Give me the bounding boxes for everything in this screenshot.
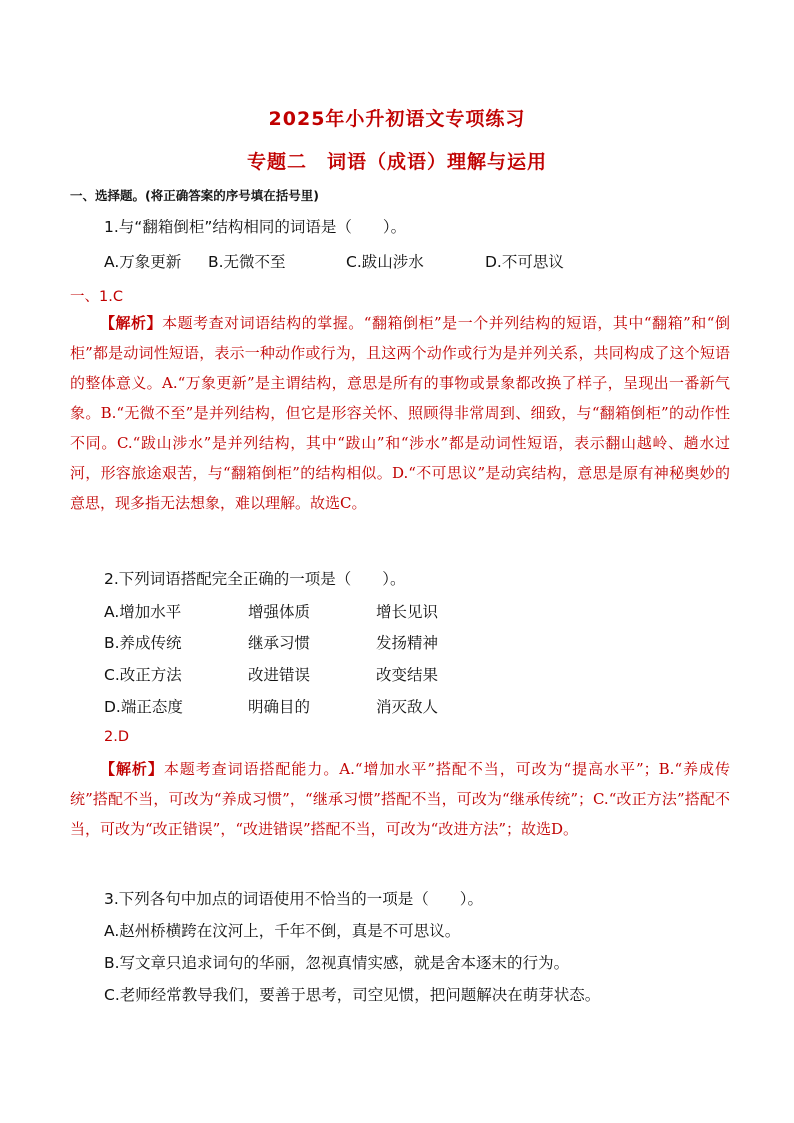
question-1-analysis xyxy=(70,308,730,518)
question-2-row-b-3: 发扬精神 xyxy=(376,634,439,652)
question-2-analysis xyxy=(70,754,730,844)
question-2-row-a-2: 增强体质 xyxy=(248,603,311,621)
section-header: 一、选择题。(将正确答案的序号填在括号里) xyxy=(70,188,319,203)
question-1-option-b: B.无微不至 xyxy=(208,253,286,271)
analysis-tag: 【解析】 xyxy=(100,760,164,778)
question-1-answer: 一、1.C xyxy=(70,289,123,305)
question-2-row-d-2: 明确目的 xyxy=(248,698,311,716)
question-3-option-c: C.老师经常教导我们，要善于思考，司空见惯，把问题解决在萌芽状态。 xyxy=(104,986,601,1004)
question-2-row-c-3: 改变结果 xyxy=(376,666,439,684)
question-3-option-a: A.赵州桥横跨在汶河上，千年不倒，真是不可思议。 xyxy=(104,922,461,940)
question-2-row-a-3: 增长见识 xyxy=(376,603,439,621)
page-subtitle: 专题二 词语（成语）理解与运用 xyxy=(246,151,547,173)
analysis-tag: 【解析】 xyxy=(100,314,163,332)
question-2-row-d-1: D.端正态度 xyxy=(104,698,183,716)
question-1-option-d: D.不可思议 xyxy=(485,253,564,271)
question-1-option-c: C.跋山涉水 xyxy=(346,253,424,271)
question-2-row-c-1: C.改正方法 xyxy=(104,666,182,684)
question-2-row-c-2: 改进错误 xyxy=(248,666,311,684)
question-2-row-a-1: A.增加水平 xyxy=(104,603,182,621)
question-1-stem: 1.与“翻箱倒柜”结构相同的词语是（ ）。 xyxy=(104,218,407,236)
question-2-row-b-2: 继承习惯 xyxy=(248,634,311,652)
question-2-answer: 2.D xyxy=(104,729,129,745)
question-2-row-d-3: 消灭敌人 xyxy=(376,698,439,716)
question-3-stem: 3.下列各句中加点的词语使用不恰当的一项是（ ）。 xyxy=(104,890,484,908)
question-1-option-a: A.万象更新 xyxy=(104,253,182,271)
question-2-row-b-1: B.养成传统 xyxy=(104,634,182,652)
page-title: 2025年小升初语文专项练习 xyxy=(268,108,526,130)
analysis-text: 本题考查对词语结构的掌握。“翻箱倒柜”是一个并列结构的短语，其中“翻箱”和“倒柜”都是动词性短语，表示一种动作或行为，且这两个动作或行为是并列关系，共同构成了这个短语的整体意义。A.“万象更新”是主谓结构，意思是所有的事物或景象都改换了样子，呈现出一番新气象。B.“无微不至”是并列结构，但它是形容关怀、照顾得非常周到、细致，与“翻箱倒柜”的动作性不同。C.“跋山涉水”是并列结构，其中“跋山”和“涉水”都是动词性短语，表示翻山越岭、趟水过河，形容旅途艰苦，与“翻箱倒柜”的结构相似。D.“不可思议”是动宾结构，意思是原有神秘奥妙的意思，现多指无法想象，难以理解。故选C。 xyxy=(70,314,730,512)
question-2-stem: 2.下列词语搭配完全正确的一项是（ ）。 xyxy=(104,570,406,588)
analysis-text: 本题考查词语搭配能力。A.“增加水平”搭配不当，可改为“提高水平”；B.“养成传统”搭配不当，可改为“养成习惯”，“继承习惯”搭配不当，可改为“继承传统”；C.“改正方法”搭配不当，可改为“改正错误”，“改进错误”搭配不当，可改为“改进方法”；故选D。 xyxy=(70,760,730,838)
question-3-option-b: B.写文章只追求词句的华丽，忽视真情实感，就是舍本逐末的行为。 xyxy=(104,954,570,972)
